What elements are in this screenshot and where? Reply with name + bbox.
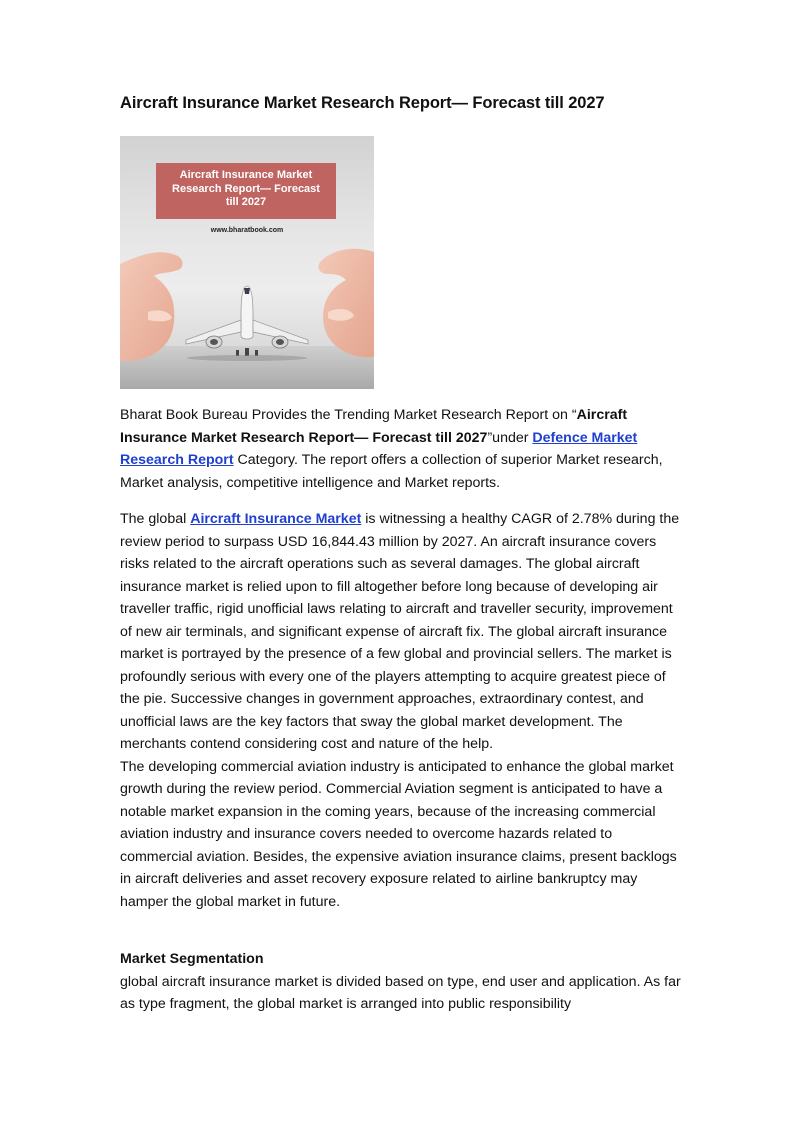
body-text: The global <box>120 511 191 527</box>
intro-text: Bharat Book Bureau Provides the Trending Market Research Report on “ <box>120 407 577 423</box>
segmentation-section <box>120 948 682 1016</box>
body-text: is witnessing a healthy CAGR of 2.78% during the review period to surpass USD 16,844.43 million by 2027. An aircraft insurance covers risks related to the aircraft operations such as several damages. The global aircraft insurance market is relied upon to fill altogether before long because of developing air traveller traffic, rigid unofficial laws relating to aircraft and traveller security, improvement of new air terminals, and significant expense of aircraft fix. The global aircraft insurance market is portrayed by the presence of a few global and provincial sellers. The market is profoundly serious with every one of the players attempting to acquire greatest piece of the pie. Successive changes in government approaches, extraordinary contest, and unofficial laws are the key factors that sway the global market development. The merchants contend considering cost and nature of the help. <box>120 511 680 752</box>
body-paragraph-2: The developing commercial aviation industry is anticipated to enhance the global market growth during the review period. Commercial Aviation segment is anticipated to have a notable market expansion in the coming years, because of the increasing commercial aviation industry and insurance covers needed to overcome hazards related to commercial aviation. Besides, the expensive aviation insurance claims, present backlogs in aircraft deliveries and asset recovery exposure related to airline bankruptcy may hamper the global market in future. <box>120 758 677 910</box>
intro-report-title: Aircraft Insurance Market Research Report— Forecast till 2027 <box>120 407 628 446</box>
intro-paragraph <box>120 404 682 494</box>
cover-image <box>120 136 374 389</box>
cover-banner-line: Aircraft Insurance Market <box>179 169 313 181</box>
aircraft-insurance-market-link[interactable]: Aircraft Insurance Market <box>190 511 362 527</box>
cover-banner-line: till 2027 <box>225 196 267 208</box>
intro-text: Category. The report offers a collection of superior Market research, Market analysis, competitive intelligence and Market reports. <box>120 452 663 491</box>
defence-market-link[interactable]: Defence Market Research Report <box>120 429 638 468</box>
right-hand <box>318 249 374 358</box>
segmentation-heading: Market Segmentation <box>120 951 264 967</box>
cover-url: www.bharatbook.com <box>210 227 284 234</box>
body-paragraph <box>120 508 682 756</box>
intro-text: ”under <box>487 429 533 446</box>
cover-banner <box>156 163 336 219</box>
segmentation-text: global aircraft insurance market is divided based on type, end user and application. As far as type fragment, the global market is arranged into public responsibility <box>120 973 681 1012</box>
body-section <box>120 508 682 913</box>
cover-banner-line: Research Report— Forecast <box>172 182 320 195</box>
page-title: Aircraft Insurance Market Research Report— Forecast till 2027 <box>120 94 605 112</box>
left-hand <box>120 252 183 361</box>
